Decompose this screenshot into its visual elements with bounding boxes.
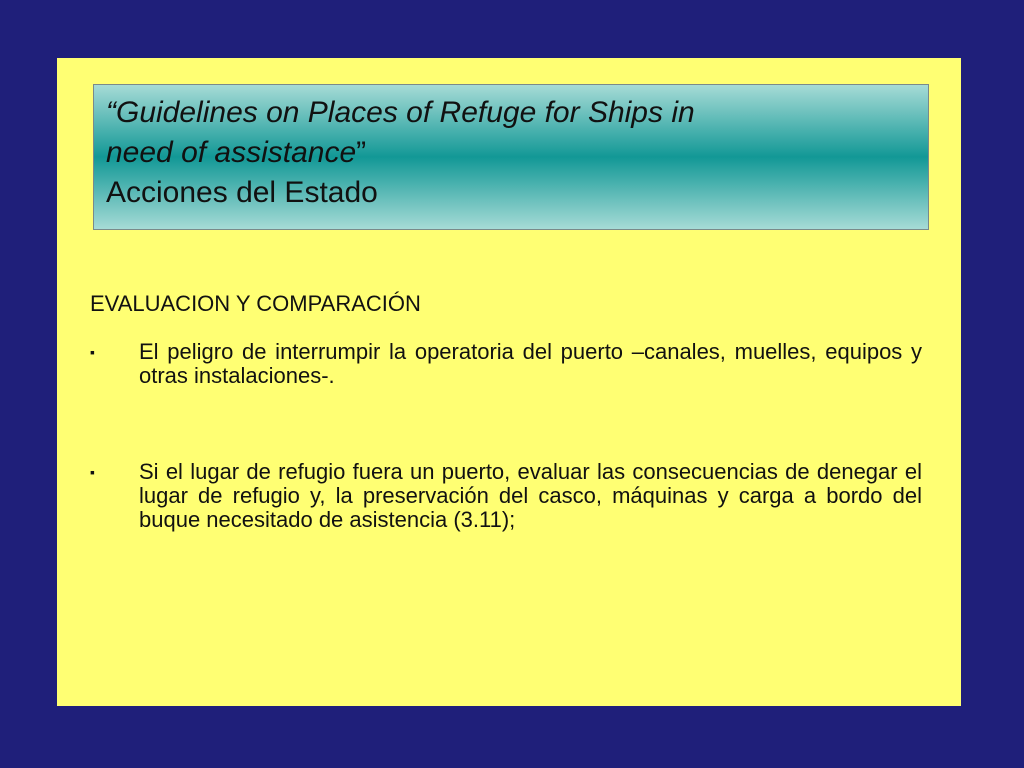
bullet-text-2: Si el lugar de refugio fuera un puerto, evaluar las consecuencias de denegar el lugar de refugio y, la preservación del casco, máquinas y carga a bordo del buque necesitado de asistencia (3.11);: [139, 459, 922, 532]
bullet-marker-icon: ▪: [90, 464, 95, 480]
title-italic-line-2: need of assistance: [106, 136, 357, 169]
section-heading: EVALUACION Y COMPARACIÓN: [90, 291, 421, 316]
title-line-2: [106, 133, 916, 173]
slide-title-box: [93, 84, 929, 230]
title-subtitle: Acciones del Estado: [106, 176, 378, 209]
title-line-1: [106, 93, 916, 133]
bullet-text-1: El peligro de interrumpir la operatoria del puerto –canales, muelles, equipos y otras instalaciones-.: [139, 339, 922, 388]
title-open-quote: “: [106, 96, 116, 129]
title-italic-line-1: Guidelines on Places of Refuge for Ships in: [116, 96, 695, 129]
title-close-quote: ”: [356, 136, 367, 169]
slide-panel: [57, 58, 961, 706]
bullet-marker-icon: ▪: [90, 344, 95, 360]
